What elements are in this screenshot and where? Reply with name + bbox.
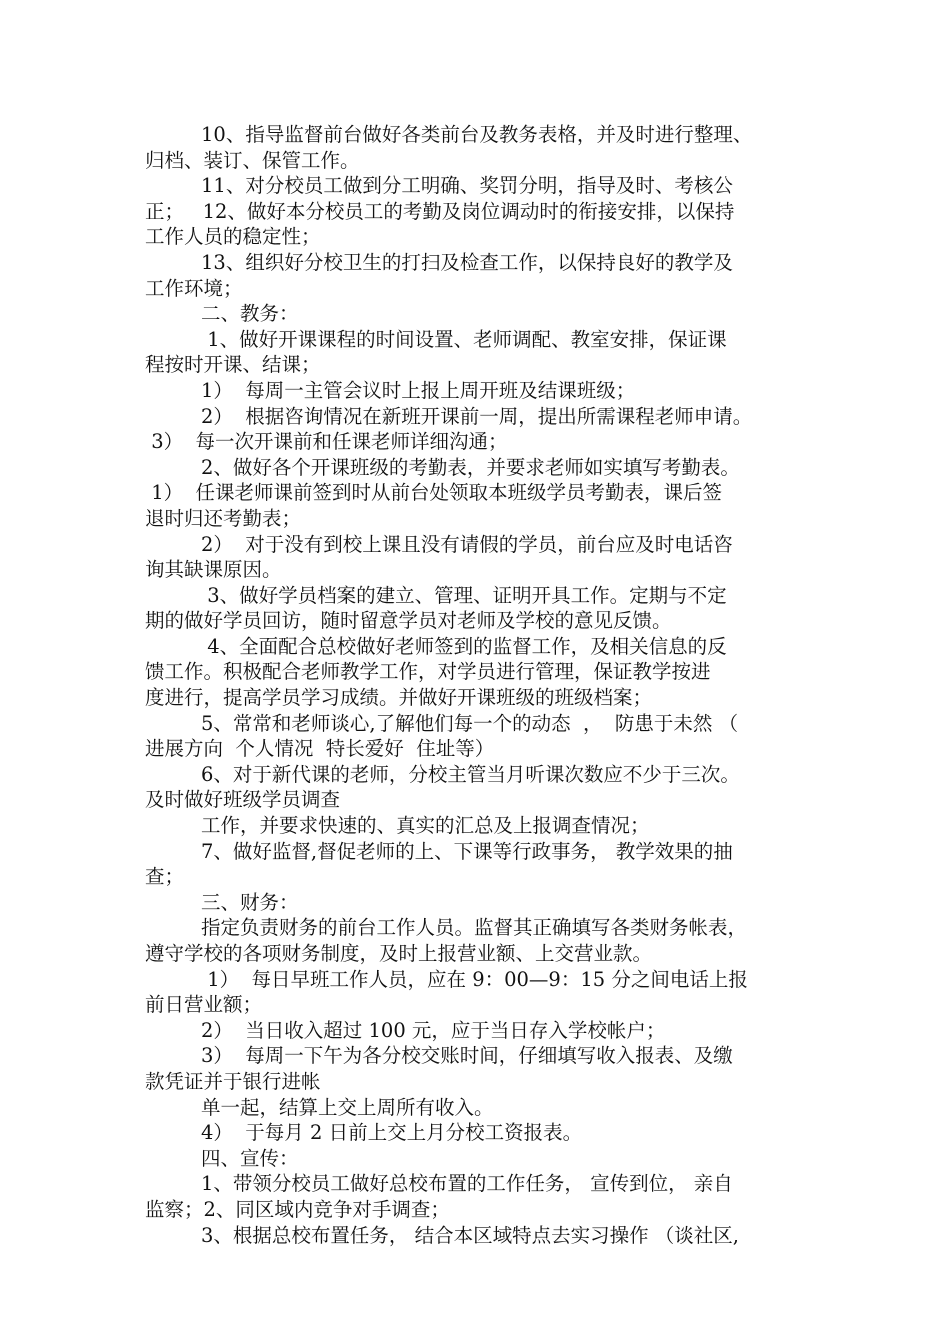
text-line: 2） 根据咨询情况在新班开课前一周，提出所需课程老师申请。: [201, 404, 753, 428]
text-line: 度进行，提高学员学习成绩。并做好开课班级的班级档案；: [145, 686, 653, 710]
text-line: 及时做好班级学员调查: [145, 788, 341, 812]
text-line: 1） 每周一主管会议时上报上周开班及结课班级；: [201, 378, 636, 402]
text-line: 馈工作。积极配合老师教学工作，对学员进行管理，保证教学按进: [145, 660, 711, 684]
text-line: 11、对分校员工做到分工明确、奖罚分明，指导及时、考核公: [201, 174, 733, 198]
text-line: 1、做好开课课程的时间设置、老师调配、教室安排，保证课: [201, 327, 727, 351]
text-line: 期的做好学员回访，随时留意学员对老师及学校的意见反馈。: [145, 609, 672, 633]
text-line: 1、带领分校员工做好总校布置的工作任务， 宣传到位， 亲自: [201, 1172, 733, 1196]
text-line: 3） 每周一下午为各分校交账时间，仔细填写收入报表、及缴: [201, 1044, 733, 1068]
text-line: 2） 对于没有到校上课且没有请假的学员，前台应及时电话咨: [201, 532, 733, 556]
text-line: 2、做好各个开课班级的考勤表，并要求老师如实填写考勤表。: [201, 455, 740, 479]
text-line: 询其缺课原因。: [145, 558, 282, 582]
text-line: 归档、装订、保管工作。: [145, 148, 360, 172]
text-line: 进展方向 个人情况 特长爱好 住址等）: [145, 737, 495, 761]
text-line: 1） 每日早班工作人员，应在 9：00—9：15 分之间电话上报: [201, 967, 748, 991]
text-line: 指定负责财务的前台工作人员。监督其正确填写各类财务帐表，: [201, 916, 748, 940]
text-line: 监察；2、同区域内竞争对手调查；: [145, 1197, 450, 1221]
text-line: 退时归还考勤表；: [145, 506, 302, 530]
text-line: 查；: [145, 865, 185, 889]
text-line: 单一起，结算上交上周所有收入。: [201, 1095, 494, 1119]
text-line: 4、全面配合总校做好老师签到的监督工作，及相关信息的反: [201, 634, 727, 658]
text-line: 前日营业额；: [145, 993, 263, 1017]
text-line: 4） 于每月 2 日前上交上月分校工资报表。: [201, 1121, 583, 1145]
text-line: 二、教务：: [201, 302, 299, 326]
text-line: 工作人员的稳定性；: [145, 225, 321, 249]
text-line: 工作，并要求快速的、真实的汇总及上报调查情况；: [201, 814, 650, 838]
text-line: 四、宣传：: [201, 1146, 299, 1170]
text-line: 程按时开课、结课；: [145, 353, 321, 377]
text-line: 13、组织好分校卫生的打扫及检查工作，以保持良好的教学及: [201, 250, 733, 274]
text-line: 款凭证并于银行进帐: [145, 1069, 321, 1093]
text-line: 2） 当日收入超过 100 元，应于当日存入学校帐户；: [201, 1018, 666, 1042]
text-line: 3） 每一次开课前和任课老师详细沟通；: [145, 430, 508, 454]
text-line: 1） 任课老师课前签到时从前台处领取本班级学员考勤表，课后签: [145, 481, 723, 505]
text-line: 7、做好监督,督促老师的上、下课等行政事务， 教学效果的抽: [201, 839, 733, 863]
text-line: 6、对于新代课的老师，分校主管当月听课次数应不少于三次。: [201, 762, 740, 786]
text-line: 3、根据总校布置任务， 结合本区域特点去实习操作 （谈社区,: [201, 1223, 740, 1247]
document-body: [145, 122, 825, 1248]
text-line: 10、指导监督前台做好各类前台及教务表格，并及时进行整理、: [201, 123, 753, 146]
text-line: 正； 12、做好本分校员工的考勤及岗位调动时的衔接安排，以保持: [145, 199, 735, 223]
text-line: 工作环境；: [145, 276, 243, 300]
text-line: 3、做好学员档案的建立、管理、证明开具工作。定期与不定: [201, 583, 727, 607]
text-line: 三、财务：: [201, 890, 299, 914]
text-line: 遵守学校的各项财务制度，及时上报营业额、上交营业款。: [145, 942, 653, 965]
text-line: 5、常常和老师谈心,了解他们每一个的动态 ， 防患于未然 （: [201, 711, 739, 735]
